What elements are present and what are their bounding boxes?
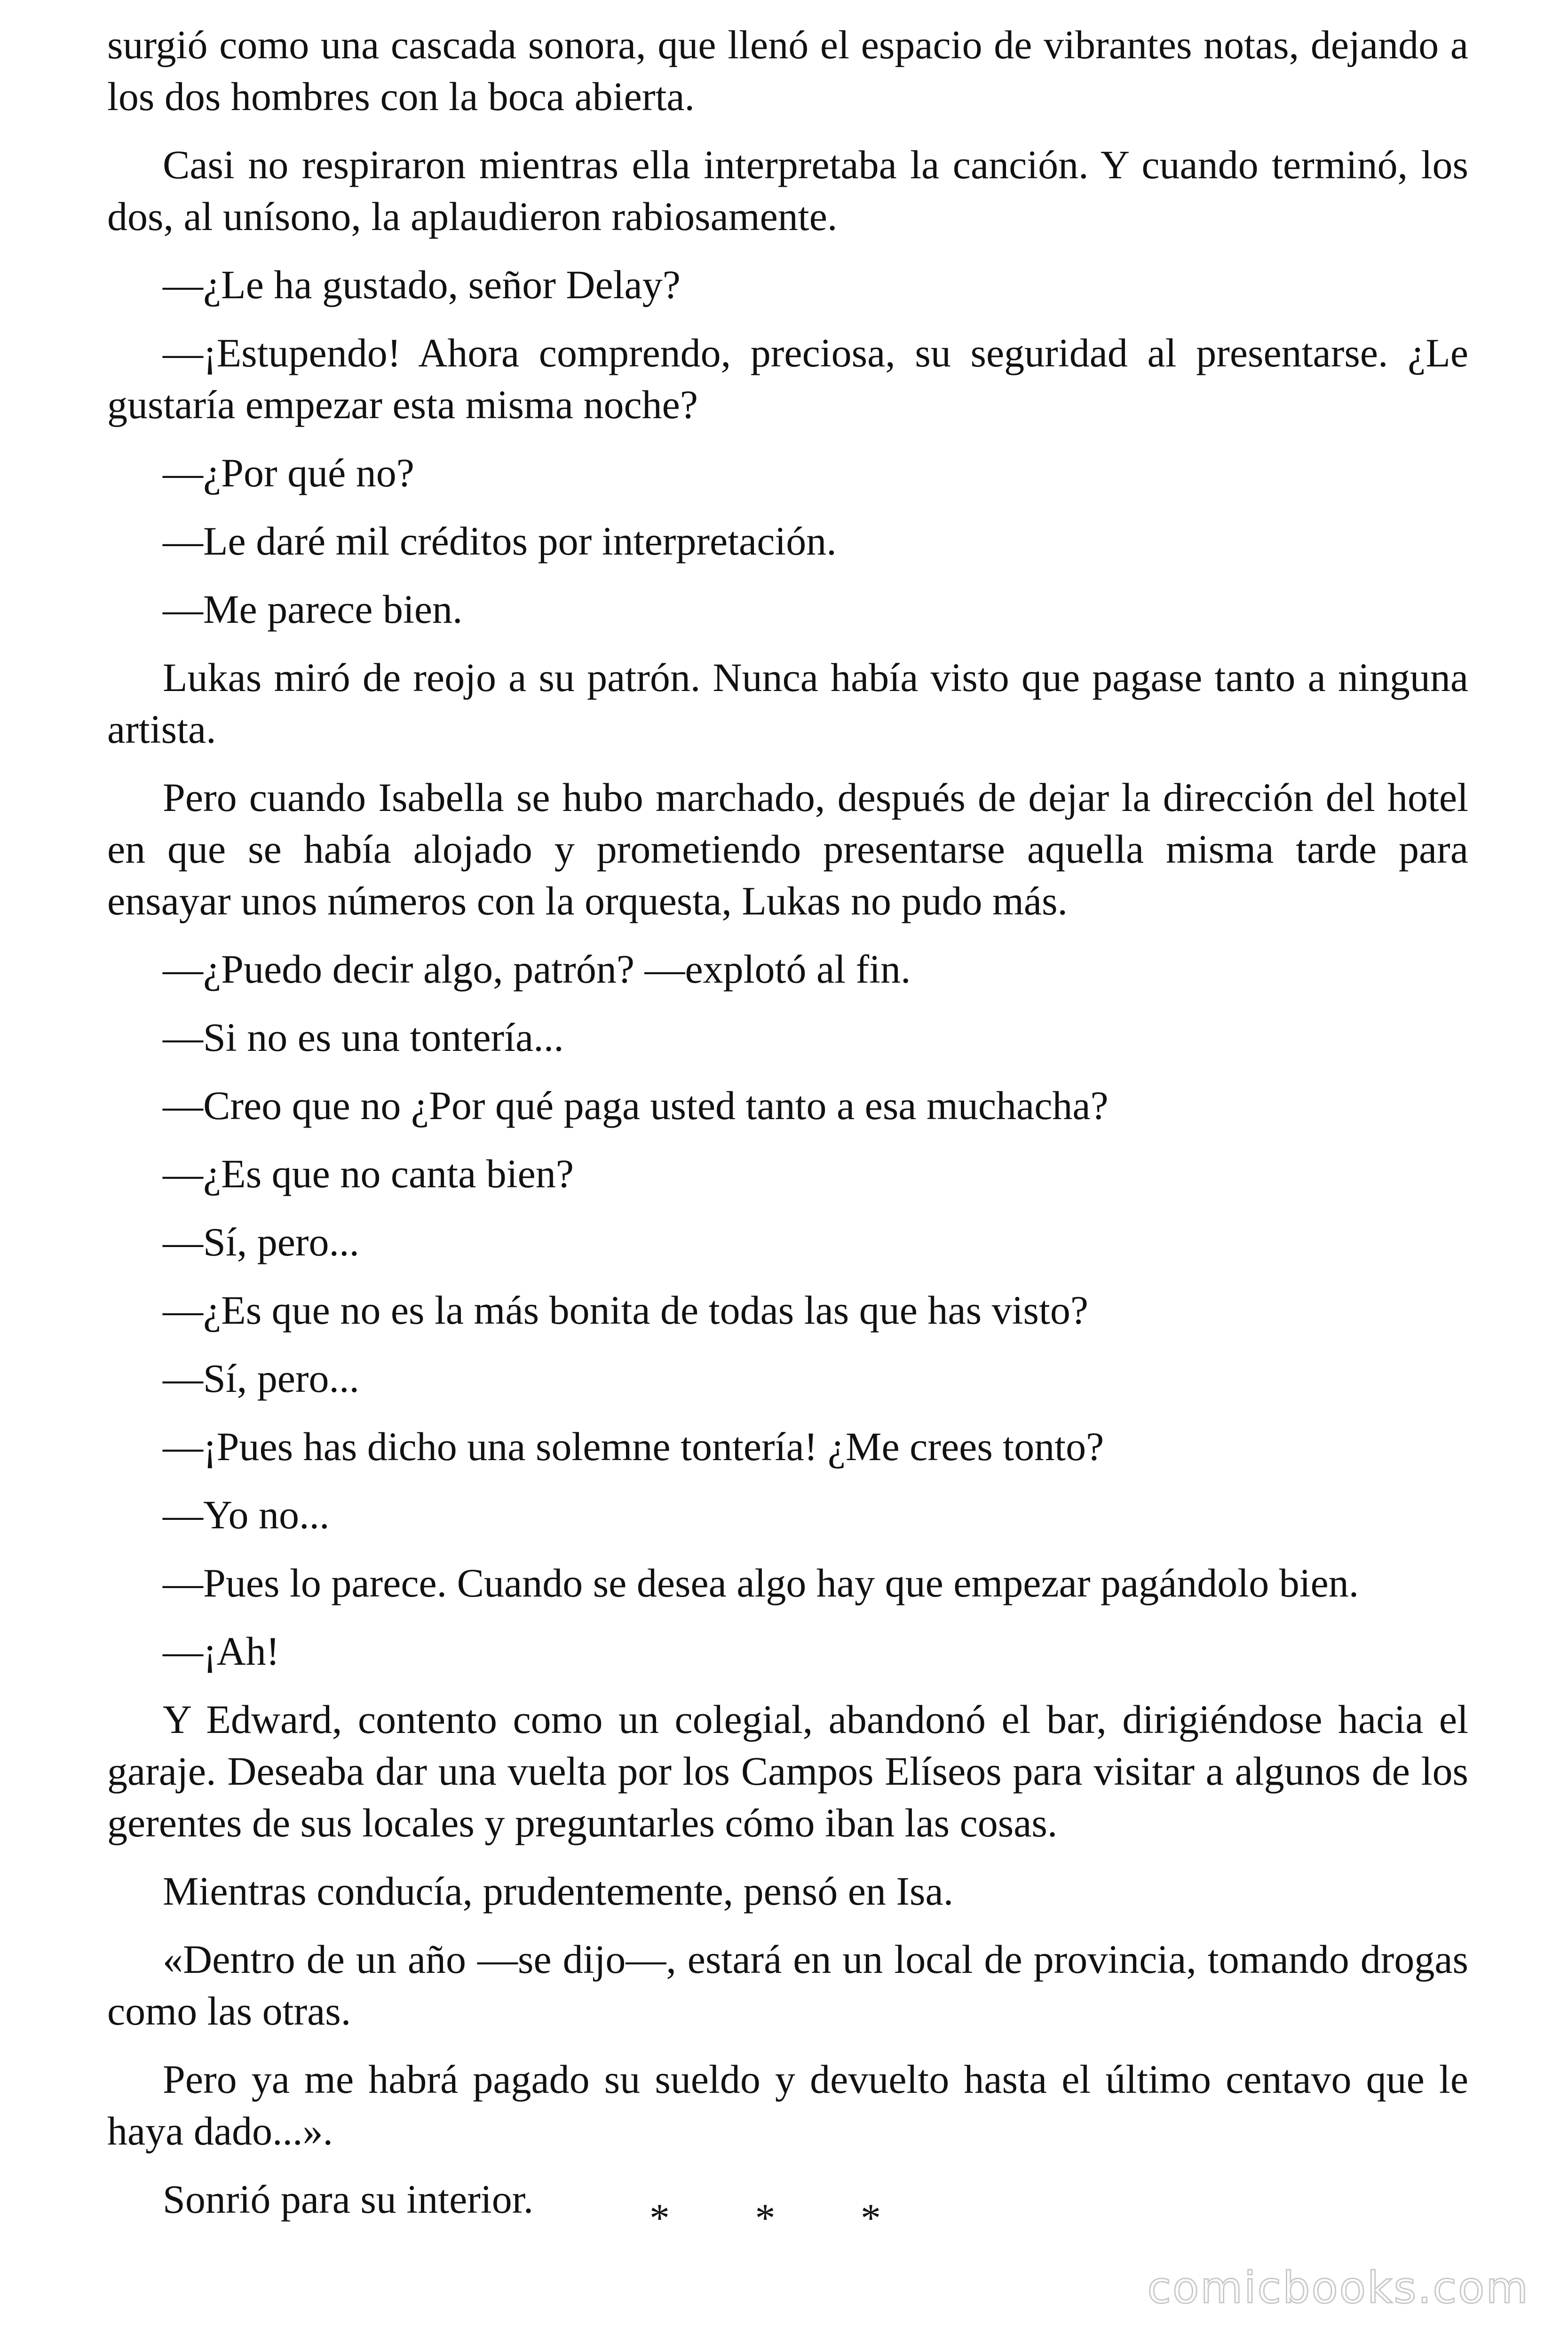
- paragraph: surgió como una cascada sonora, que llenó el espacio de vibrantes notas, dejando a los dos hombres con la boca abierta.: [107, 22, 1468, 119]
- dialogue-line: —Sí, pero...: [163, 1219, 360, 1264]
- dialogue-line: —Creo que no ¿Por qué paga usted tanto a esa muchacha?: [163, 1083, 1109, 1128]
- dialogue-line: —¿Es que no es la más bonita de todas las que has visto?: [163, 1287, 1089, 1333]
- dialogue-line: —Sí, pero...: [163, 1356, 360, 1401]
- dialogue-line: —Me parece bien.: [163, 587, 463, 632]
- paragraph: Lukas miró de reojo a su patrón. Nunca había visto que pagase tanto a ninguna artista.: [107, 655, 1468, 752]
- dialogue-line: —¡Estupendo! Ahora comprendo, preciosa, su seguridad al presentarse. ¿Le gustaría empezar esta misma noche?: [107, 330, 1468, 427]
- dialogue-line: —¡Ah!: [163, 1629, 280, 1674]
- dialogue-line: —¿Puedo decir algo, patrón? —explotó al fin.: [163, 946, 911, 992]
- dialogue-line: —Le daré mil créditos por interpretación.: [163, 518, 837, 564]
- paragraph: «Dentro de un año —se dijo—, estará en un local de provincia, tomando drogas como las otras.: [107, 1937, 1468, 2034]
- paragraph: Sonrió para su interior.: [163, 2177, 534, 2222]
- paragraph: Pero ya me habrá pagado su sueldo y devuelto hasta el último centavo que le haya dado...».: [107, 2057, 1468, 2153]
- dialogue-line: —¿Por qué no?: [163, 450, 414, 495]
- watermark: comicbooks.com: [1147, 2263, 1529, 2313]
- paragraph: Y Edward, contento como un colegial, abandonó el bar, dirigiéndose hacia el garaje. Deseaba dar una vuelta por los Campos Elíseos para visitar a algunos de los gerentes de sus locales y preguntarles cómo iban las cosas.: [107, 1697, 1468, 1845]
- page-body: [107, 19, 1468, 2241]
- paragraph: Casi no respiraron mientras ella interpretaba la canción. Y cuando terminó, los dos, al unísono, la aplaudieron rabiosamente.: [107, 142, 1468, 239]
- dialogue-line: —¿Es que no canta bien?: [163, 1151, 574, 1196]
- section-separator: * * *: [649, 2195, 919, 2241]
- dialogue-line: —Si no es una tontería...: [163, 1015, 564, 1060]
- dialogue-line: —Pues lo parece. Cuando se desea algo hay que empezar pagándolo bien.: [163, 1560, 1359, 1605]
- paragraph: Mientras conducía, prudentemente, pensó en Isa.: [163, 1868, 954, 1914]
- paragraph: Pero cuando Isabella se hubo marchado, después de dejar la dirección del hotel en que se había alojado y prometiendo presentarse aquella misma tarde para ensayar unos números con la orquesta, Lukas no pudo más.: [107, 775, 1468, 923]
- dialogue-line: —¡Pues has dicho una solemne tontería! ¿Me crees tonto?: [163, 1424, 1104, 1469]
- dialogue-line: —Yo no...: [163, 1492, 330, 1537]
- dialogue-line: —¿Le ha gustado, señor Delay?: [163, 262, 681, 307]
